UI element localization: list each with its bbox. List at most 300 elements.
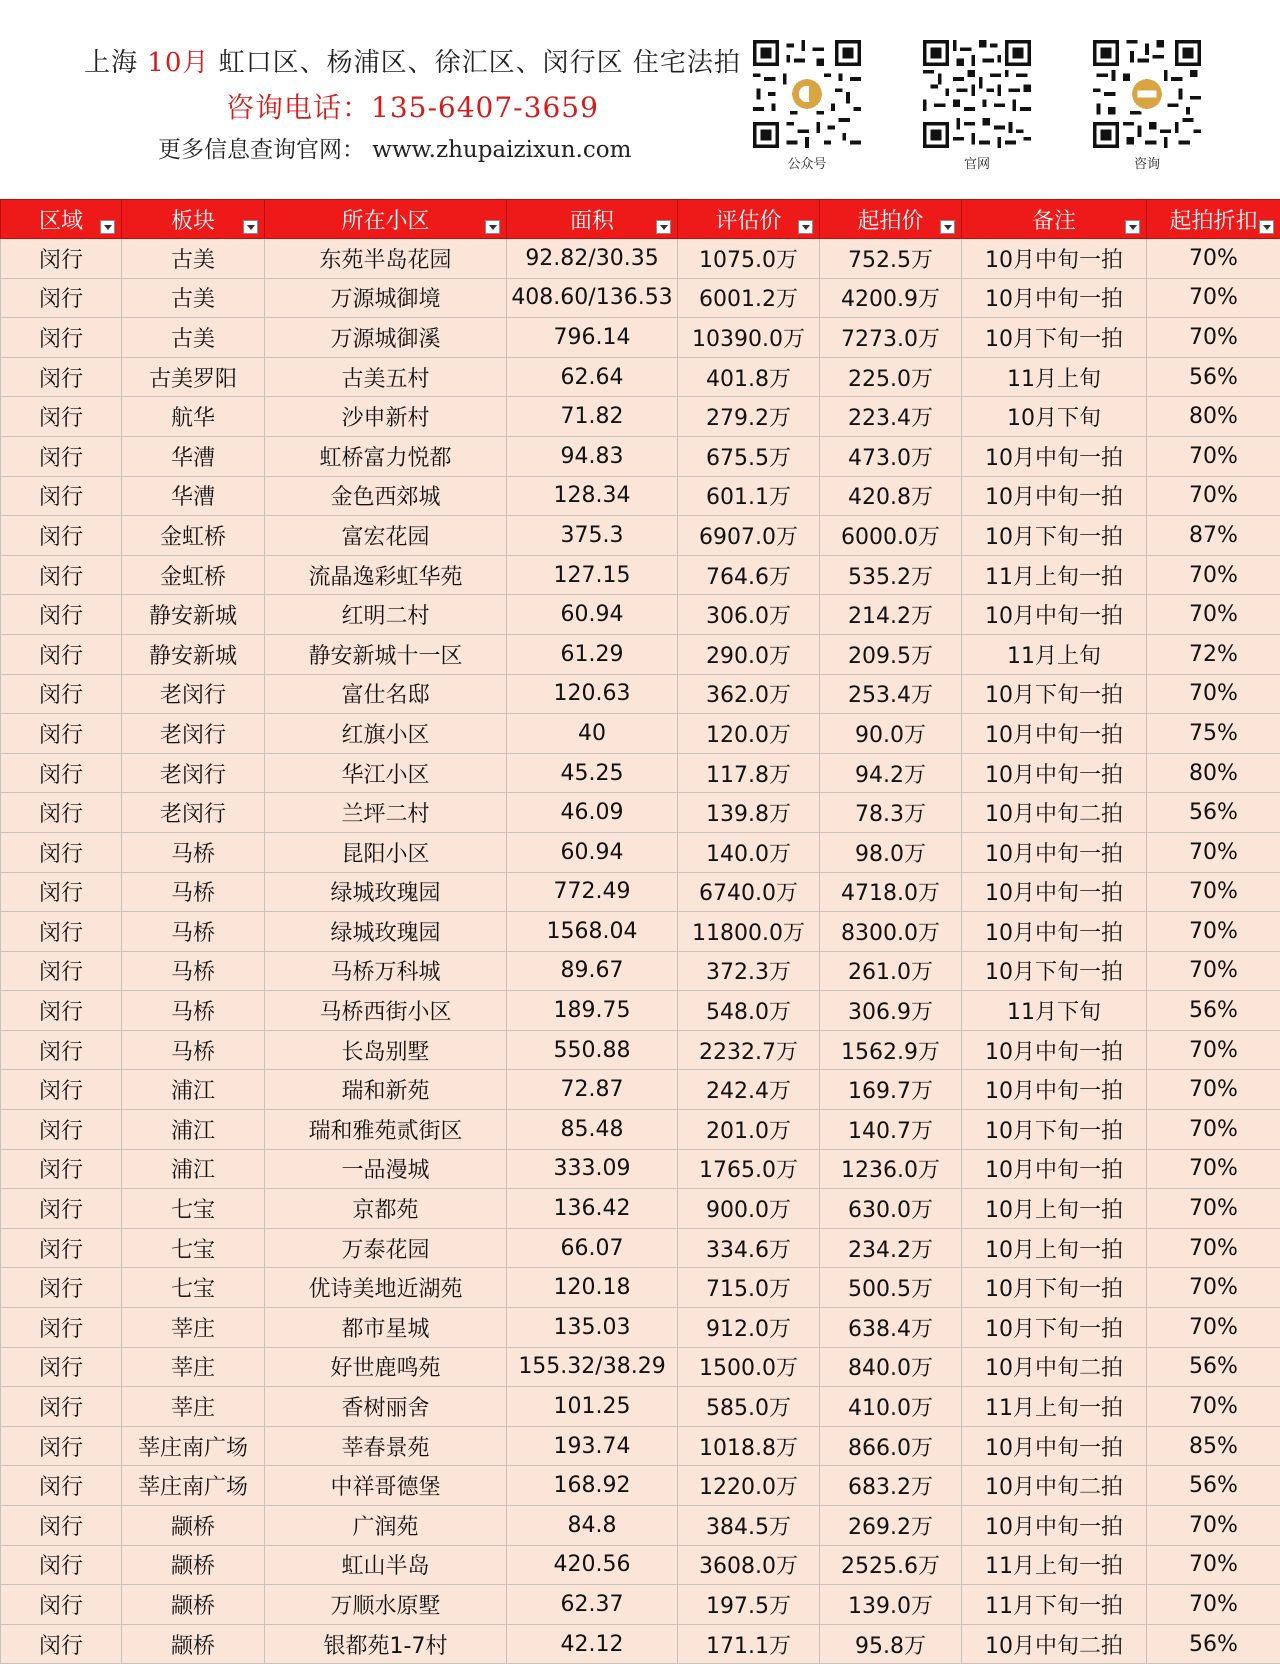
sector-cell: 七宝 [122, 1268, 265, 1308]
column-header[interactable] [1, 200, 122, 239]
qr-code-icon [1093, 40, 1201, 148]
page-title [84, 42, 741, 79]
qr-block-wechat [752, 40, 862, 172]
community-cell: 莘春景苑 [265, 1426, 507, 1466]
appraisal-price-cell: 900.0万 [678, 1189, 820, 1229]
table-row [1, 1189, 1280, 1229]
community-cell: 香树丽舍 [265, 1387, 507, 1427]
appraisal-price-cell: 197.5万 [678, 1585, 820, 1625]
filter-dropdown-icon[interactable] [485, 220, 500, 234]
starting-price-cell: 500.5万 [820, 1268, 962, 1308]
starting-price-cell: 683.2万 [820, 1466, 962, 1506]
community-cell: 富宏花园 [265, 516, 507, 556]
sector-cell: 金虹桥 [122, 555, 265, 595]
discount-cell: 70% [1147, 832, 1280, 872]
district-cell: 闵行 [1, 793, 122, 833]
area-cell: 375.3 [507, 516, 678, 556]
appraisal-price-cell: 290.0万 [678, 634, 820, 674]
starting-price-cell: 840.0万 [820, 1347, 962, 1387]
community-cell: 都市星城 [265, 1308, 507, 1348]
remark-cell: 11月上旬一拍 [962, 1545, 1147, 1585]
community-cell: 绿城玫瑰园 [265, 912, 507, 952]
appraisal-price-cell: 279.2万 [678, 397, 820, 437]
appraisal-price-cell: 11800.0万 [678, 912, 820, 952]
discount-cell: 80% [1147, 753, 1280, 793]
sector-cell: 马桥 [122, 951, 265, 991]
appraisal-price-cell: 585.0万 [678, 1387, 820, 1427]
appraisal-price-cell: 3608.0万 [678, 1545, 820, 1585]
discount-cell: 70% [1147, 1189, 1280, 1229]
area-cell: 1568.04 [507, 912, 678, 952]
community-cell: 一品漫城 [265, 1149, 507, 1189]
district-cell: 闵行 [1, 278, 122, 318]
area-cell: 40 [507, 714, 678, 754]
starting-price-cell: 225.0万 [820, 357, 962, 397]
starting-price-cell: 139.0万 [820, 1585, 962, 1625]
appraisal-price-cell: 1220.0万 [678, 1466, 820, 1506]
area-cell: 168.92 [507, 1466, 678, 1506]
discount-cell: 56% [1147, 1466, 1280, 1506]
area-cell: 94.83 [507, 436, 678, 476]
area-cell: 92.82/30.35 [507, 239, 678, 279]
sector-cell: 浦江 [122, 1110, 265, 1150]
appraisal-price-cell: 6907.0万 [678, 516, 820, 556]
table-row [1, 1387, 1280, 1427]
district-cell: 闵行 [1, 436, 122, 476]
appraisal-price-cell: 1075.0万 [678, 239, 820, 279]
discount-cell: 87% [1147, 516, 1280, 556]
appraisal-price-cell: 120.0万 [678, 714, 820, 754]
discount-cell: 70% [1147, 595, 1280, 635]
remark-cell: 11月下旬一拍 [962, 1585, 1147, 1625]
appraisal-price-cell: 601.1万 [678, 476, 820, 516]
column-header-label: 起拍折扣 [1169, 208, 1258, 234]
community-cell: 昆阳小区 [265, 832, 507, 872]
qr-code-icon [923, 40, 1031, 148]
area-cell: 89.67 [507, 951, 678, 991]
discount-cell: 56% [1147, 1347, 1280, 1387]
table-row [1, 634, 1280, 674]
filter-dropdown-icon[interactable] [1259, 220, 1274, 234]
area-cell: 72.87 [507, 1070, 678, 1110]
starting-price-cell: 752.5万 [820, 239, 962, 279]
remark-cell: 10月中旬二拍 [962, 793, 1147, 833]
discount-cell: 70% [1147, 912, 1280, 952]
district-cell: 闵行 [1, 1030, 122, 1070]
remark-cell: 10月下旬一拍 [962, 1268, 1147, 1308]
district-cell: 闵行 [1, 555, 122, 595]
appraisal-price-cell: 171.1万 [678, 1624, 820, 1664]
appraisal-price-cell: 764.6万 [678, 555, 820, 595]
table-row [1, 674, 1280, 714]
qr-block-website [922, 40, 1032, 172]
remark-cell: 10月下旬一拍 [962, 951, 1147, 991]
discount-cell: 70% [1147, 872, 1280, 912]
remark-cell: 10月中旬一拍 [962, 278, 1147, 318]
starting-price-cell: 2525.6万 [820, 1545, 962, 1585]
discount-cell: 70% [1147, 1070, 1280, 1110]
district-cell: 闵行 [1, 239, 122, 279]
sector-cell: 马桥 [122, 991, 265, 1031]
district-cell: 闵行 [1, 1308, 122, 1348]
district-cell: 闵行 [1, 872, 122, 912]
table-row [1, 476, 1280, 516]
starting-price-cell: 473.0万 [820, 436, 962, 476]
sector-cell: 莘庄 [122, 1387, 265, 1427]
area-cell: 66.07 [507, 1228, 678, 1268]
remark-cell: 10月中旬一拍 [962, 1506, 1147, 1546]
discount-cell: 70% [1147, 555, 1280, 595]
community-cell: 流晶逸彩虹华苑 [265, 555, 507, 595]
starting-price-cell: 98.0万 [820, 832, 962, 872]
community-cell: 京都苑 [265, 1189, 507, 1229]
remark-cell: 10月中旬一拍 [962, 1030, 1147, 1070]
table-body [1, 239, 1280, 1664]
area-cell: 189.75 [507, 991, 678, 1031]
remark-cell: 10月下旬一拍 [962, 1308, 1147, 1348]
sector-cell: 颛桥 [122, 1506, 265, 1546]
discount-cell: 70% [1147, 951, 1280, 991]
remark-cell: 10月下旬一拍 [962, 674, 1147, 714]
table-row [1, 872, 1280, 912]
area-cell: 135.03 [507, 1308, 678, 1348]
appraisal-price-cell: 384.5万 [678, 1506, 820, 1546]
area-cell: 550.88 [507, 1030, 678, 1070]
qr-caption-consult: 咨询 [1133, 157, 1160, 172]
consult-phone: 咨询电话：135-6407-3659 [226, 91, 599, 124]
community-cell: 瑞和新苑 [265, 1070, 507, 1110]
title-month: 10月 [147, 48, 210, 78]
district-cell: 闵行 [1, 516, 122, 556]
area-cell: 61.29 [507, 634, 678, 674]
area-cell: 120.63 [507, 674, 678, 714]
website-info: 更多信息查询官网： www.zhupaizixun.com [158, 137, 632, 163]
community-cell: 万顺水原墅 [265, 1585, 507, 1625]
table-row [1, 516, 1280, 556]
community-cell: 东苑半岛花园 [265, 239, 507, 279]
area-cell: 71.82 [507, 397, 678, 437]
filter-dropdown-icon[interactable] [940, 220, 955, 234]
sector-cell: 莘庄 [122, 1347, 265, 1387]
column-header[interactable] [122, 200, 265, 239]
district-cell: 闵行 [1, 318, 122, 358]
appraisal-price-cell: 715.0万 [678, 1268, 820, 1308]
appraisal-price-cell: 401.8万 [678, 357, 820, 397]
column-header-label: 起拍价 [857, 208, 924, 234]
discount-cell: 70% [1147, 1545, 1280, 1585]
table-row [1, 1110, 1280, 1150]
community-cell: 红明二村 [265, 595, 507, 635]
appraisal-price-cell: 334.6万 [678, 1228, 820, 1268]
sector-cell: 颛桥 [122, 1545, 265, 1585]
starting-price-cell: 535.2万 [820, 555, 962, 595]
remark-cell: 10月中旬一拍 [962, 912, 1147, 952]
remark-cell: 11月上旬一拍 [962, 1387, 1147, 1427]
starting-price-cell: 234.2万 [820, 1228, 962, 1268]
column-header[interactable] [265, 200, 507, 239]
district-cell: 闵行 [1, 912, 122, 952]
district-cell: 闵行 [1, 832, 122, 872]
starting-price-cell: 306.9万 [820, 991, 962, 1031]
table-row [1, 1347, 1280, 1387]
area-cell: 333.09 [507, 1149, 678, 1189]
area-cell: 420.56 [507, 1545, 678, 1585]
discount-cell: 70% [1147, 436, 1280, 476]
sector-cell: 马桥 [122, 872, 265, 912]
community-cell: 万源城御溪 [265, 318, 507, 358]
starting-price-cell: 7273.0万 [820, 318, 962, 358]
table-row [1, 278, 1280, 318]
table-row [1, 951, 1280, 991]
district-cell: 闵行 [1, 1070, 122, 1110]
appraisal-price-cell: 6001.2万 [678, 278, 820, 318]
community-cell: 优诗美地近湖苑 [265, 1268, 507, 1308]
discount-cell: 70% [1147, 1585, 1280, 1625]
column-header-label: 面积 [569, 208, 614, 234]
starting-price-cell: 253.4万 [820, 674, 962, 714]
district-cell: 闵行 [1, 951, 122, 991]
table-row [1, 1585, 1280, 1625]
sector-cell: 马桥 [122, 1030, 265, 1070]
discount-cell: 56% [1147, 991, 1280, 1031]
table-row [1, 1268, 1280, 1308]
sector-cell: 航华 [122, 397, 265, 437]
filter-dropdown-icon[interactable] [656, 220, 671, 234]
community-cell: 银都苑1-7村 [265, 1624, 507, 1664]
discount-cell: 70% [1147, 1308, 1280, 1348]
community-cell: 好世鹿鸣苑 [265, 1347, 507, 1387]
table-row [1, 1545, 1280, 1585]
qr-caption-wechat: 公众号 [787, 157, 827, 172]
appraisal-price-cell: 1500.0万 [678, 1347, 820, 1387]
community-cell: 虹山半岛 [265, 1545, 507, 1585]
starting-price-cell: 94.2万 [820, 753, 962, 793]
starting-price-cell: 4200.9万 [820, 278, 962, 318]
column-header-label: 备注 [1031, 208, 1076, 234]
table-row [1, 1506, 1280, 1546]
area-cell: 45.25 [507, 753, 678, 793]
remark-cell: 11月上旬 [962, 634, 1147, 674]
column-header[interactable] [507, 200, 678, 239]
column-header[interactable] [1147, 200, 1280, 239]
district-cell: 闵行 [1, 1624, 122, 1664]
sector-cell: 七宝 [122, 1228, 265, 1268]
district-cell: 闵行 [1, 714, 122, 754]
table-row [1, 793, 1280, 833]
sector-cell: 颛桥 [122, 1624, 265, 1664]
community-cell: 虹桥富力悦都 [265, 436, 507, 476]
table-row [1, 1466, 1280, 1506]
remark-cell: 11月下旬 [962, 991, 1147, 1031]
table-row [1, 595, 1280, 635]
district-cell: 闵行 [1, 1228, 122, 1268]
starting-price-cell: 4718.0万 [820, 872, 962, 912]
appraisal-price-cell: 912.0万 [678, 1308, 820, 1348]
table-row [1, 1030, 1280, 1070]
district-cell: 闵行 [1, 753, 122, 793]
sector-cell: 老闵行 [122, 714, 265, 754]
filter-dropdown-icon[interactable] [798, 220, 813, 234]
district-cell: 闵行 [1, 1387, 122, 1427]
district-cell: 闵行 [1, 1506, 122, 1546]
area-cell: 408.60/136.53 [507, 278, 678, 318]
area-cell: 46.09 [507, 793, 678, 833]
appraisal-price-cell: 117.8万 [678, 753, 820, 793]
starting-price-cell: 78.3万 [820, 793, 962, 833]
district-cell: 闵行 [1, 357, 122, 397]
starting-price-cell: 638.4万 [820, 1308, 962, 1348]
table-row [1, 1624, 1280, 1664]
discount-cell: 85% [1147, 1426, 1280, 1466]
area-cell: 42.12 [507, 1624, 678, 1664]
district-cell: 闵行 [1, 595, 122, 635]
column-header[interactable] [678, 200, 820, 239]
community-cell: 中祥哥德堡 [265, 1466, 507, 1506]
column-header-label: 板块 [170, 208, 215, 234]
discount-cell: 70% [1147, 1268, 1280, 1308]
district-cell: 闵行 [1, 1585, 122, 1625]
remark-cell: 10月中旬二拍 [962, 1347, 1147, 1387]
community-cell: 华江小区 [265, 753, 507, 793]
table-row [1, 1070, 1280, 1110]
filter-dropdown-icon[interactable] [100, 220, 115, 234]
starting-price-cell: 214.2万 [820, 595, 962, 635]
remark-cell: 10月中旬一拍 [962, 239, 1147, 279]
remark-cell: 10月中旬二拍 [962, 1466, 1147, 1506]
area-cell: 155.32/38.29 [507, 1347, 678, 1387]
district-cell: 闵行 [1, 1347, 122, 1387]
discount-cell: 56% [1147, 793, 1280, 833]
appraisal-price-cell: 362.0万 [678, 674, 820, 714]
table-row [1, 555, 1280, 595]
area-cell: 136.42 [507, 1189, 678, 1229]
remark-cell: 10月中旬一拍 [962, 1149, 1147, 1189]
appraisal-price-cell: 306.0万 [678, 595, 820, 635]
community-cell: 马桥万科城 [265, 951, 507, 991]
starting-price-cell: 6000.0万 [820, 516, 962, 556]
starting-price-cell: 209.5万 [820, 634, 962, 674]
remark-cell: 10月中旬一拍 [962, 1426, 1147, 1466]
district-cell: 闵行 [1, 1189, 122, 1229]
appraisal-price-cell: 6740.0万 [678, 872, 820, 912]
area-cell: 193.74 [507, 1426, 678, 1466]
appraisal-price-cell: 548.0万 [678, 991, 820, 1031]
sector-cell: 老闵行 [122, 674, 265, 714]
appraisal-price-cell: 2232.7万 [678, 1030, 820, 1070]
district-cell: 闵行 [1, 674, 122, 714]
remark-cell: 10月下旬一拍 [962, 516, 1147, 556]
appraisal-price-cell: 675.5万 [678, 436, 820, 476]
discount-cell: 56% [1147, 357, 1280, 397]
community-cell: 长岛别墅 [265, 1030, 507, 1070]
table-row [1, 912, 1280, 952]
district-cell: 闵行 [1, 1149, 122, 1189]
filter-dropdown-icon[interactable] [1125, 220, 1140, 234]
sector-cell: 浦江 [122, 1070, 265, 1110]
sector-cell: 马桥 [122, 832, 265, 872]
area-cell: 60.94 [507, 832, 678, 872]
area-cell: 62.37 [507, 1585, 678, 1625]
sector-cell: 古美 [122, 278, 265, 318]
remark-cell: 10月中旬一拍 [962, 832, 1147, 872]
starting-price-cell: 630.0万 [820, 1189, 962, 1229]
district-cell: 闵行 [1, 634, 122, 674]
table-row [1, 397, 1280, 437]
appraisal-price-cell: 1018.8万 [678, 1426, 820, 1466]
community-cell: 马桥西街小区 [265, 991, 507, 1031]
discount-cell: 70% [1147, 1030, 1280, 1070]
appraisal-price-cell: 201.0万 [678, 1110, 820, 1150]
starting-price-cell: 1562.9万 [820, 1030, 962, 1070]
remark-cell: 10月中旬二拍 [962, 1624, 1147, 1664]
discount-cell: 56% [1147, 1624, 1280, 1664]
appraisal-price-cell: 140.0万 [678, 832, 820, 872]
sector-cell: 古美 [122, 318, 265, 358]
column-header[interactable] [820, 200, 962, 239]
table-row [1, 714, 1280, 754]
sector-cell: 莘庄南广场 [122, 1466, 265, 1506]
district-cell: 闵行 [1, 1110, 122, 1150]
table-row [1, 1426, 1280, 1466]
table-header-row [1, 200, 1280, 239]
district-cell: 闵行 [1, 1426, 122, 1466]
table-row [1, 753, 1280, 793]
area-cell: 60.94 [507, 595, 678, 635]
starting-price-cell: 866.0万 [820, 1426, 962, 1466]
community-cell: 古美五村 [265, 357, 507, 397]
column-header[interactable] [962, 200, 1147, 239]
discount-cell: 72% [1147, 634, 1280, 674]
discount-cell: 70% [1147, 318, 1280, 358]
discount-cell: 70% [1147, 1228, 1280, 1268]
qr-block-consult [1092, 40, 1202, 172]
area-cell: 84.8 [507, 1506, 678, 1546]
community-cell: 沙申新村 [265, 397, 507, 437]
remark-cell: 10月中旬一拍 [962, 476, 1147, 516]
filter-dropdown-icon[interactable] [243, 220, 258, 234]
discount-cell: 80% [1147, 397, 1280, 437]
appraisal-price-cell: 372.3万 [678, 951, 820, 991]
sector-cell: 马桥 [122, 912, 265, 952]
title-prefix: 上海 [84, 48, 139, 78]
sector-cell: 华漕 [122, 436, 265, 476]
starting-price-cell: 410.0万 [820, 1387, 962, 1427]
discount-cell: 70% [1147, 1506, 1280, 1546]
sector-cell: 老闵行 [122, 793, 265, 833]
sector-cell: 老闵行 [122, 753, 265, 793]
starting-price-cell: 8300.0万 [820, 912, 962, 952]
community-cell: 富仕名邸 [265, 674, 507, 714]
qr-caption-website: 官网 [963, 157, 990, 172]
area-cell: 128.34 [507, 476, 678, 516]
remark-cell: 10月中旬一拍 [962, 714, 1147, 754]
district-cell: 闵行 [1, 1268, 122, 1308]
discount-cell: 70% [1147, 1110, 1280, 1150]
column-header-label: 所在小区 [341, 208, 430, 234]
table-row [1, 239, 1280, 279]
appraisal-price-cell: 1765.0万 [678, 1149, 820, 1189]
table-row [1, 318, 1280, 358]
area-cell: 120.18 [507, 1268, 678, 1308]
remark-cell: 11月上旬一拍 [962, 555, 1147, 595]
discount-cell: 70% [1147, 278, 1280, 318]
area-cell: 101.25 [507, 1387, 678, 1427]
table-row [1, 357, 1280, 397]
appraisal-price-cell: 139.8万 [678, 793, 820, 833]
table-row [1, 436, 1280, 476]
remark-cell: 10月中旬一拍 [962, 1070, 1147, 1110]
discount-cell: 70% [1147, 1149, 1280, 1189]
